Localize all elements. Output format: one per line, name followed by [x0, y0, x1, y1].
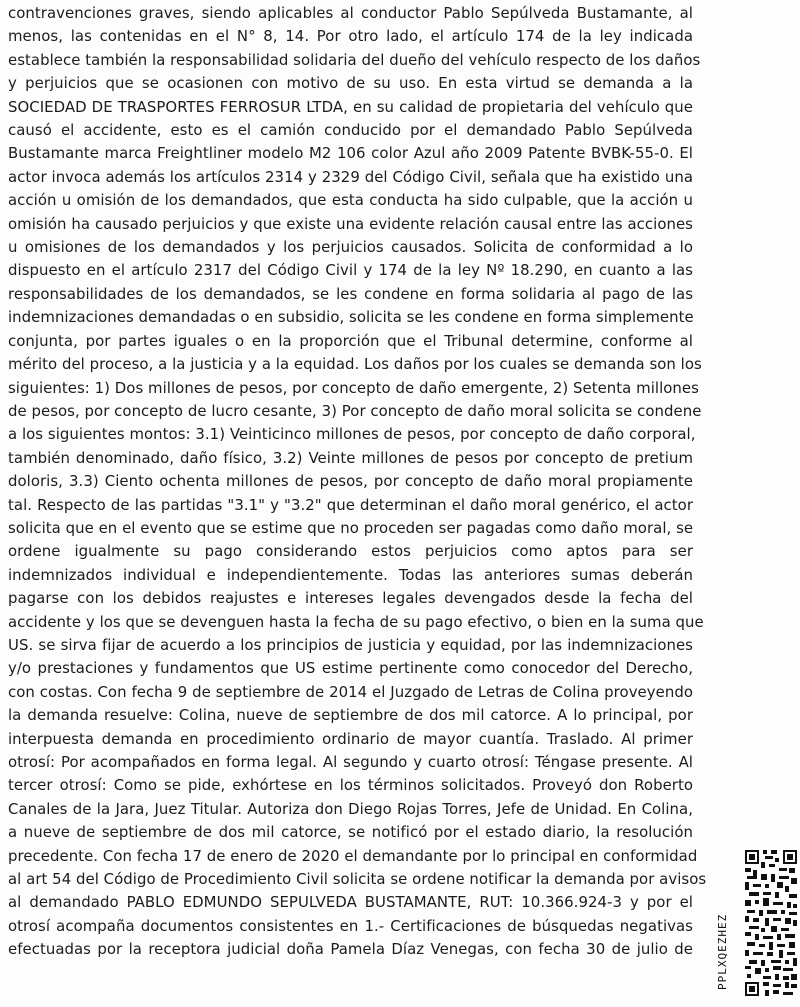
text-line: ordene igualmente su pago considerando estos perjuicios como aptos para ser: [8, 542, 693, 561]
text-line: menos, las contenidas en el N° 8, 14. Por otro lado, el artículo 174 de la ley indicada: [8, 27, 693, 46]
text-line: omisión ha causado perjuicios y que existe una evidente relación causal entre las acciones: [8, 214, 693, 233]
text-line: dispuesto en el artículo 2317 del Código Civil y 174 de la ley Nº 18.290, en cuanto a las: [8, 261, 693, 280]
qr-code-icon: [743, 848, 799, 998]
text-line: causó el accidente, esto es el camión conducido por el demandado Pablo Sepúlveda: [8, 121, 693, 140]
text-line: conjunta, por partes iguales o en la proporción que el Tribunal determine, conforme al: [8, 331, 693, 350]
text-line: otrosí acompaña documentos consistentes en 1.- Certificaciones de búsquedas negativas: [8, 916, 693, 935]
text-line: solicita que en el evento que se estime que no proceden ser pagadas como daño moral, se: [8, 518, 694, 537]
text-line: siguientes: 1) Dos millones de pesos, por concepto de daño emergente, 2) Setenta millones: [8, 378, 699, 397]
text-line: doloris, 3.3) Ciento ochenta millones de pesos, por concepto de daño moral propiamente: [8, 472, 693, 491]
text-line: precedente. Con fecha 17 de enero de 2020 el demandante por lo principal en conformidad: [8, 846, 698, 865]
text-line: responsabilidades de los demandados, se les condene en forma solidaria al pago de las: [8, 284, 693, 303]
text-line: Bustamante marca Freightliner modelo M2 106 color Azul año 2009 Patente BVBK-55-0. El: [8, 144, 693, 163]
text-line: actor invoca además los artículos 2314 y 2329 del Código Civil, señala que ha existido una: [8, 167, 693, 186]
text-line: US. se sirva fijar de acuerdo a los principios de justicia y equidad, por las indemnizaciones: [8, 635, 693, 654]
text-line: y perjuicios que se ocasionen con motivo de su uso. En esta virtud se demanda a la: [8, 74, 693, 93]
text-line: pagarse con los debidos reajustes e intereses legales devengados desde la fecha del: [8, 589, 693, 608]
text-line: u omisiones de los demandados y los perjuicios causados. Solicita de conformidad a lo: [8, 238, 693, 257]
text-line: la demanda resuelve: Colina, nueve de septiembre de dos mil catorce. A lo principal, por: [8, 706, 693, 725]
text-line: de pesos, por concepto de lucro cesante, 3) Por concepto de daño moral solicita se condene: [8, 401, 702, 420]
verification-code: PPLXQEZHEZ: [716, 913, 729, 990]
text-line: indemnizaciones demandadas o en subsidio, solicita se les condene en forma simplemente: [8, 308, 694, 327]
text-line: a nueve de septiembre de dos mil catorce, se notificó por el estado diario, la resolución: [8, 823, 693, 842]
document-body: [8, 2, 707, 962]
text-line: otrosí: Por acompañados en forma legal. Al segundo y cuarto otrosí: Téngase presente. Al: [8, 753, 693, 771]
text-line: a los siguientes montos: 3.1) Veinticinco millones de pesos, por concepto de daño corporal,: [8, 425, 696, 444]
text-line: efectuadas por la receptora judicial doña Pamela Díaz Venegas, con fecha 30 de julio de: [8, 940, 693, 959]
text-line: tercer otrosí: Como se pide, exhórtese en los términos solicitados. Proveyó don Roberto: [8, 776, 693, 795]
text-line: mérito del proceso, a la justicia y a la equidad. Los daños por los cuales se demanda son los: [8, 355, 702, 374]
text-line: contravenciones graves, siendo aplicables al conductor Pablo Sepúlveda Bustamante, al: [8, 4, 693, 22]
text-line: tal. Respecto de las partidas "3.1" y "3.2" que determinan el daño moral genérico, el actor: [8, 495, 693, 514]
text-line: con costas. Con fecha 9 de septiembre de 2014 el Juzgado de Letras de Colina proveyendo: [8, 682, 693, 701]
text-line: al demandado PABLO EDMUNDO SEPULVEDA BUSTAMANTE, RUT: 10.366.924-3 y por el: [8, 893, 693, 912]
text-line: establece también la responsabilidad solidaria del dueño del vehículo respecto de los daños: [8, 50, 701, 69]
text-line: SOCIEDAD DE TRASPORTES FERROSUR LTDA, en su calidad de propietaria del vehículo que: [8, 97, 693, 116]
text-line: accidente y los que se devenguen hasta la fecha de su pago efectivo, o bien en la suma que: [8, 612, 704, 631]
text-line: y/o prestaciones y fundamentos que US estime pertinente como conocedor del Derecho,: [8, 659, 693, 678]
text-line: al art 54 del Código de Procedimiento Civil solicita se ordene notificar la demanda por avisos: [8, 870, 707, 889]
text-line: acción u omisión de los demandados, que esta conducta ha sido culpable, que la acción u: [8, 191, 693, 210]
text-line: interpuesta demanda en procedimiento ordinario de mayor cuantía. Traslado. Al primer: [8, 729, 693, 748]
text-line: indemnizados individual e independientemente. Todas las anteriores sumas deberán: [8, 565, 693, 584]
text-line: Canales de la Jara, Juez Titular. Autoriza don Diego Rojas Torres, Jefe de Unidad. En Colina,: [8, 799, 693, 818]
text-line: también denominado, daño físico, 3.2) Veinte millones de pesos por concepto de pretium: [8, 448, 693, 467]
